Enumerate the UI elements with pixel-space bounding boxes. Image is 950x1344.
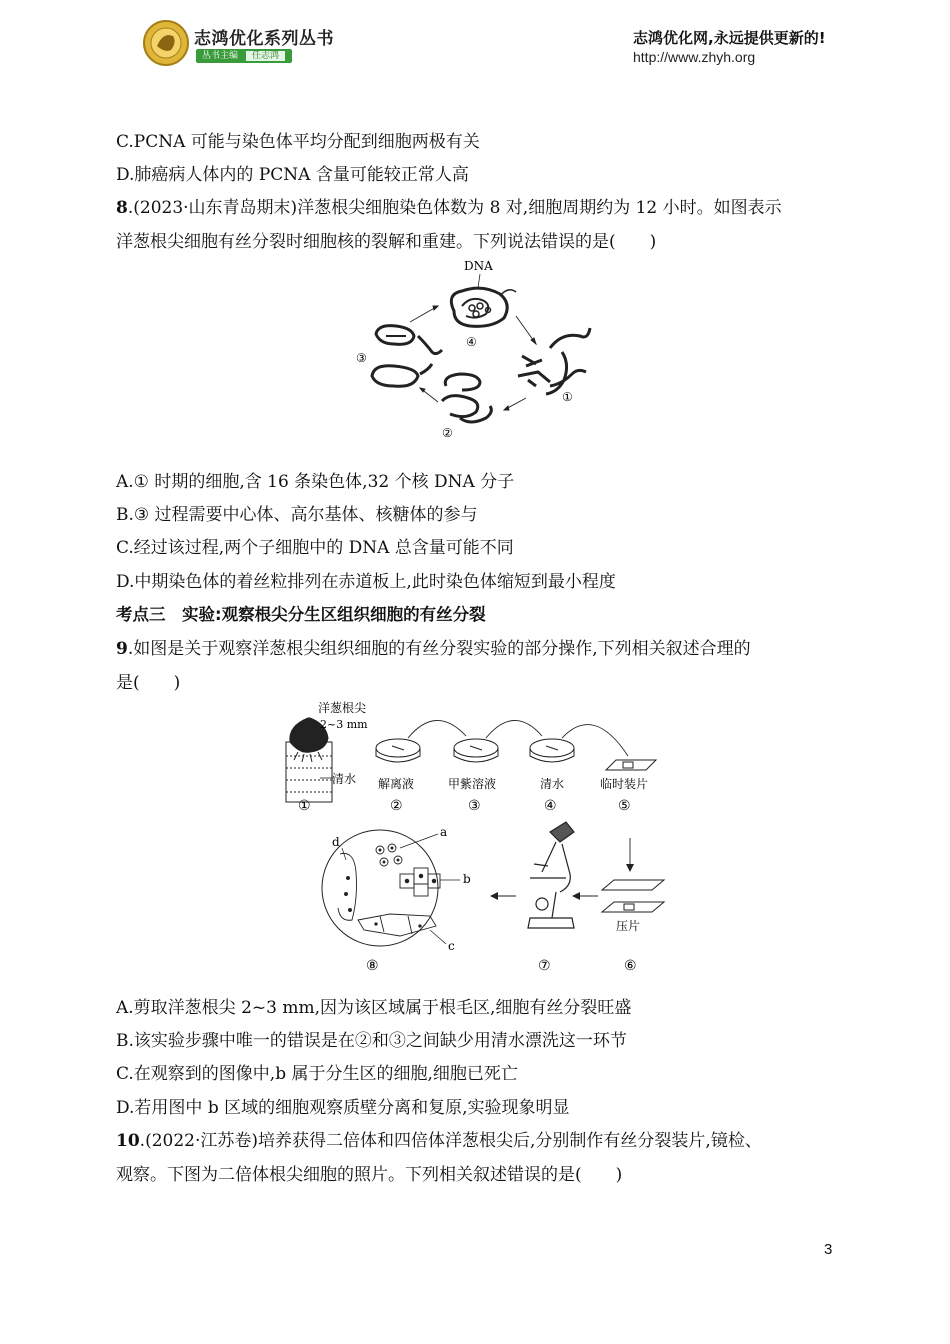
fig9-step-3-label: 甲紫溶液 bbox=[448, 777, 497, 791]
fig8-nucleus-3 bbox=[372, 326, 442, 387]
fig9-slide-5 bbox=[606, 760, 656, 770]
fig9-step-5-num: ⑤ bbox=[618, 798, 631, 814]
fig9-step-4-num: ④ bbox=[544, 798, 557, 814]
fig9-step-1-num: ① bbox=[298, 798, 311, 814]
q10-stem-text1: .(2022·江苏卷)培养获得二倍体和四倍体洋葱根尖后,分别制作有丝分裂装片,镜检、 bbox=[139, 1131, 762, 1151]
fig9-dish-4 bbox=[530, 739, 574, 762]
q9-number: 9 bbox=[116, 639, 128, 659]
fig8-nucleus-4 bbox=[451, 288, 516, 326]
fig9-microscope bbox=[528, 822, 574, 928]
fig9-step-5-label: 临时装片 bbox=[600, 777, 649, 791]
q9-option-b: B.该实验步骤中唯一的错误是在②和③之间缺少用清水漂洗这一环节 bbox=[116, 1031, 627, 1051]
q8-stem-line2: 洋葱根尖细胞有丝分裂时细胞核的裂解和重建。下列说法错误的是( ) bbox=[116, 232, 657, 252]
fig8-label-4: ④ bbox=[466, 335, 477, 349]
fig9-dish-2 bbox=[376, 739, 420, 762]
fig9-step-2-num: ② bbox=[390, 798, 403, 814]
fig9-step-3-num: ③ bbox=[468, 798, 481, 814]
q9-stem-line1 bbox=[116, 637, 751, 661]
q9-option-c: C.在观察到的图像中,b 属于分生区的细胞,细胞已死亡 bbox=[116, 1064, 518, 1084]
q10-stem-line2: 观察。下图为二倍体根尖细胞的照片。下列相关叙述错误的是( ) bbox=[116, 1165, 623, 1185]
fig9-step-8-num: ⑧ bbox=[366, 958, 379, 974]
brand-sub-label: 丛书主编 bbox=[202, 51, 239, 61]
q9-option-a: A.剪取洋葱根尖 2~3 mm,因为该区域属于根毛区,细胞有丝分裂旺盛 bbox=[116, 998, 632, 1018]
q8-stem-text1: .(2023·山东青岛期末)洋葱根尖细胞染色体数为 8 对,细胞周期约为 12 小时。如图表示 bbox=[127, 198, 782, 218]
fig9-water-label: 清水 bbox=[332, 772, 357, 786]
fig9-cells bbox=[338, 844, 440, 936]
fig8-chromosomes-1 bbox=[518, 328, 590, 394]
q8-option-c: C.经过该过程,两个子细胞中的 DNA 总含量可能不同 bbox=[116, 538, 514, 558]
fig9-label-d: d bbox=[332, 835, 340, 849]
fig9-step-2-label: 解离液 bbox=[378, 777, 415, 791]
fig9-step-6-num: ⑥ bbox=[624, 958, 637, 974]
q8-stem-line1 bbox=[116, 196, 782, 220]
q8-option-b: B.③ 过程需要中心体、高尔基体、核糖体的参与 bbox=[116, 505, 478, 525]
fig9-transfer-arrows bbox=[408, 720, 628, 756]
q9-option-d: D.若用图中 b 区域的细胞观察质壁分离和复原,实验现象明显 bbox=[116, 1098, 570, 1118]
q9-experiment-figure bbox=[280, 698, 680, 978]
section-title: 考点三 实验:观察根尖分生区组织细胞的有丝分裂 bbox=[116, 605, 486, 624]
q10-number: 10 bbox=[116, 1131, 140, 1151]
page-header bbox=[0, 0, 950, 84]
header-slogan: 志鸿优化网,永远提供更新的! bbox=[633, 29, 826, 47]
fig9-press-slides bbox=[602, 880, 664, 912]
fig9-step-4-label: 清水 bbox=[540, 777, 565, 791]
header-url[interactable]: http://www.zhyh.org bbox=[633, 49, 756, 65]
fig9-root-length: 2~3 mm bbox=[320, 718, 368, 731]
q7-option-d: D.肺癌病人体内的 PCNA 含量可能较正常人高 bbox=[116, 165, 469, 185]
q9-stem-text1: .如图是关于观察洋葱根尖组织细胞的有丝分裂实验的部分操作,下列相关叙述合理的 bbox=[127, 639, 751, 659]
fig8-label-dna: DNA bbox=[464, 259, 493, 273]
fig9-root-tip-label: 洋葱根尖 bbox=[318, 701, 367, 715]
q8-option-a: A.① 时期的细胞,含 16 条染色体,32 个核 DNA 分子 bbox=[116, 472, 515, 492]
brand-logo bbox=[143, 20, 189, 66]
fig9-label-a: a bbox=[440, 825, 448, 839]
fig8-cycle-arrows bbox=[410, 306, 536, 410]
fig9-label-b: b bbox=[463, 872, 471, 886]
q9-stem-line2: 是( ) bbox=[116, 673, 181, 693]
fig9-label-c: c bbox=[448, 939, 455, 953]
fig9-step-7-num: ⑦ bbox=[538, 958, 551, 974]
brand-title: 志鸿优化系列丛书 bbox=[194, 29, 334, 49]
fig8-label-2: ② bbox=[442, 426, 453, 440]
brand-sub-name: 任志鸿 bbox=[246, 51, 285, 61]
q7-option-c: C.PCNA 可能与染色体平均分配到细胞两极有关 bbox=[116, 132, 480, 152]
page-number: 3 bbox=[824, 1241, 833, 1258]
fig9-dish-3 bbox=[454, 739, 498, 762]
q8-number: 8 bbox=[116, 198, 128, 218]
q8-nucleus-figure bbox=[350, 256, 610, 446]
fig8-label-3: ③ bbox=[356, 351, 367, 365]
fig9-step-6-label: 压片 bbox=[616, 919, 641, 933]
fig8-nucleus-2 bbox=[442, 374, 491, 422]
fig8-label-1: ① bbox=[562, 390, 573, 404]
q10-stem-line1 bbox=[116, 1129, 762, 1153]
q8-option-d: D.中期染色体的着丝粒排列在赤道板上,此时染色体缩短到最小程度 bbox=[116, 572, 616, 592]
brand-subtitle bbox=[196, 49, 292, 63]
